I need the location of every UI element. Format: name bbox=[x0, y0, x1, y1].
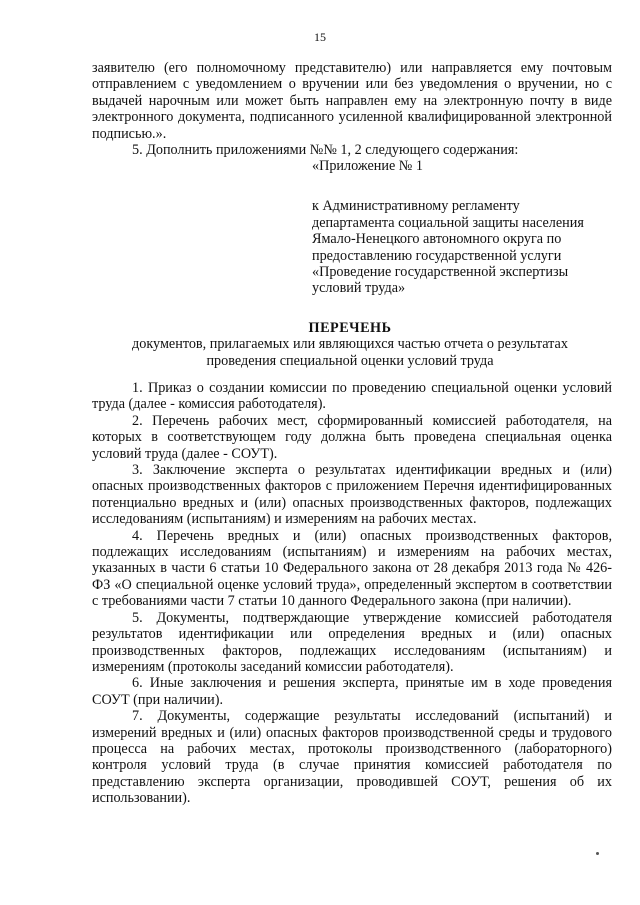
scan-speck bbox=[596, 852, 599, 855]
list-item: 5. Документы, подтверждающие утверждение комиссией работодателя результатов идентификации или определения вредных и (или) опасных производственных факторов, подлежащих исследованиям (испытаниям) и измерениям (протоколы заседаний комиссии работодателя). bbox=[92, 609, 612, 675]
annex-title: «Приложение № 1 bbox=[312, 158, 423, 174]
annex-line: департамента социальной защиты населения bbox=[312, 214, 584, 231]
annex-line: Ямало-Ненецкого автономного округа по bbox=[312, 231, 562, 248]
annex-line: «Проведение государственной экспертизы bbox=[312, 264, 569, 281]
heading-line: документов, прилагаемых или являющихся частью отчета о результатах bbox=[132, 336, 568, 353]
list-item: 4. Перечень вредных и (или) опасных производственных факторов, подлежащих исследованиям (испытаниям) и измерениям на рабочих местах, указанных в части 6 статьи 10 Федерального закона от 28 декабря 2013 года № 426-ФЗ «О специальной оценке условий труда», определенный экспертом в соответствии с требованиями части 7 статьи 10 данного Федерального закона (при наличии). bbox=[92, 527, 612, 610]
list-heading bbox=[0, 320, 640, 369]
annex-line: предоставлению государственной услуги bbox=[312, 247, 562, 264]
list-item: 3. Заключение эксперта о результатах идентификации вредных и (или) опасных производственных факторов с приложением Перечня идентифицированных потенциально вредных и (или) опасных производственных факторов, подлежащих исследованиям (испытаниям) и измерениям на рабочих местах. bbox=[92, 462, 612, 528]
annex-line: условий труда» bbox=[312, 280, 406, 297]
heading-title: ПЕРЕЧЕНЬ bbox=[308, 320, 392, 336]
annex-line: к Административному регламенту bbox=[312, 198, 520, 215]
list-item: 6. Иные заключения и решения эксперта, принятые им в ходе проведения СОУТ (при наличии). bbox=[92, 675, 612, 708]
paragraph: 5. Дополнить приложениями №№ 1, 2 следующего содержания: bbox=[132, 142, 519, 159]
heading-line: проведения специальной оценки условий труда bbox=[206, 352, 494, 369]
list-item: 7. Документы, содержащие результаты исследований (испытаний) и измерений вредных и (или) опасных факторов производственной среды и трудового процесса на рабочих местах, протоколы производственного (лабораторного) контроля условий труда (в случае принятия комиссией работодателя по представлению эксперта организации, проводившей СОУТ, решения об их использовании). bbox=[92, 708, 612, 807]
annex-header bbox=[312, 158, 612, 297]
document-list bbox=[92, 380, 612, 807]
page-number: 15 bbox=[314, 30, 326, 44]
paragraph: заявителю (его полномочному представителю) или направляется ему почтовым отправлением с уведомлением о вручении или без уведомления о вручении, но с выдачей нарочным или может быть направлен ему на электронную почту в виде электронного документа, подписанного усиленной квалифицированной электронной подписью.». bbox=[92, 60, 612, 142]
top-text-block bbox=[92, 60, 612, 158]
list-item: 1. Приказ о создании комиссии по проведению специальной оценки условий труда (далее - комиссия работодателя). bbox=[92, 380, 612, 413]
list-item: 2. Перечень рабочих мест, сформированный комиссией работодателя, на которых в соответствующем году должна быть проведена специальная оценка условий труда (далее - СОУТ). bbox=[92, 412, 612, 462]
